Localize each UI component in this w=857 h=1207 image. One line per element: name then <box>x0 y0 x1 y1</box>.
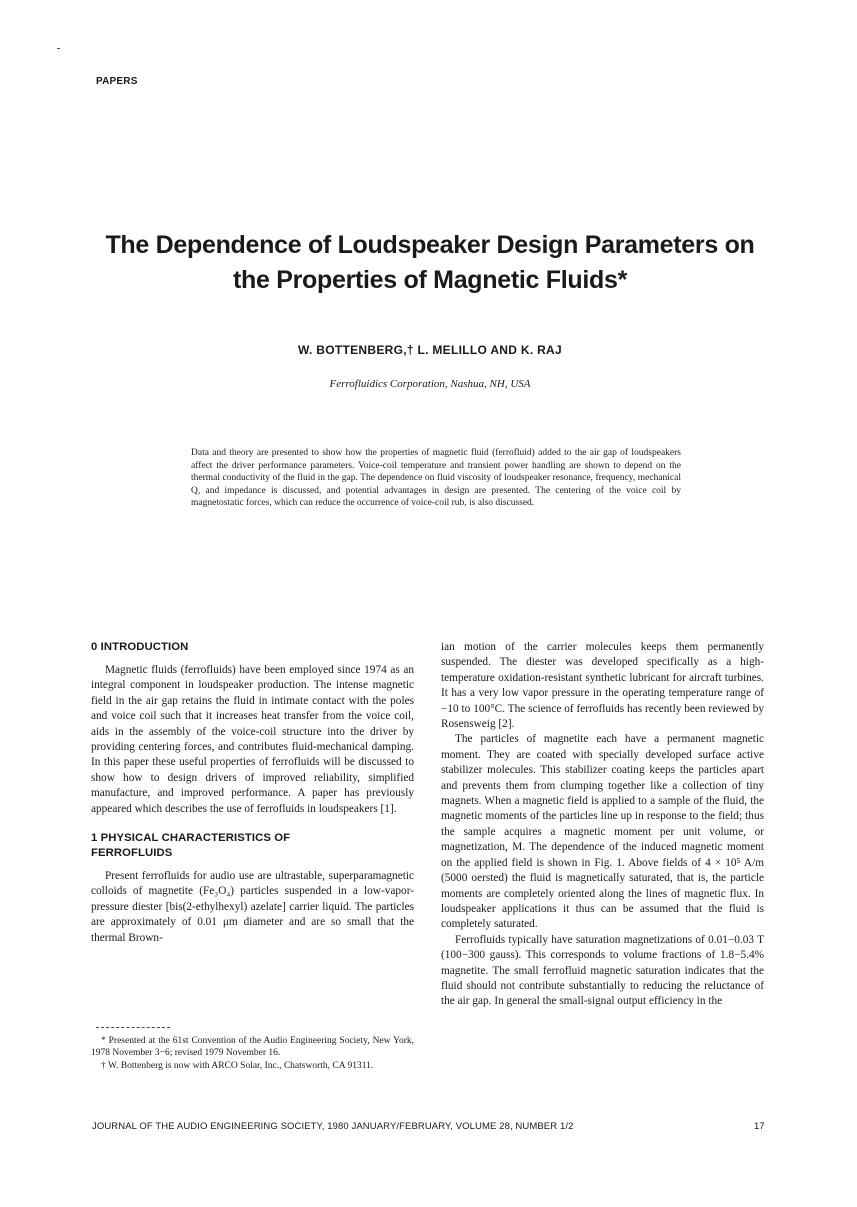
right-paragraph-2: The particles of magnetite each have a permanent magnetic moment. They are coated with specially developed surface active stabilizer molecules. This stabilizer coating keeps the particles apart and prevents them from clumping together like a collection of tiny magnets. When a magnetic field is applied to a sample of the fluid, the magnetic moments of the particles line up in response to the field; thus the sample acquires a magnetic moment per unit volume, or magnetization, M. The dependence of the induced magnetic moment on the applied field is shown in Fig. 1. Above fields of 4 × 10⁵ A/m (5000 oersted) the fluid is magnetically saturated, that is, the particle moments are completely oriented along the lines of magnetic flux. In loudspeaker applications it thus can be assumed that the fluid is completely saturated. <box>441 733 764 931</box>
left-column <box>91 640 414 946</box>
paper-title-line-2: the Properties of Magnetic Fluids* <box>232 266 628 294</box>
authors: W. BOTTENBERG,† L. MELILLO AND K. RAJ <box>298 343 562 357</box>
heading-introduction: 0 INTRODUCTION <box>91 641 189 653</box>
section-label: PAPERS <box>96 76 138 87</box>
heading-physical-line-1: 1 PHYSICAL CHARACTERISTICS OF <box>91 832 291 845</box>
heading-physical-line-2: FERROFLUIDS <box>91 847 173 860</box>
footnote-author: † W. Bottenberg is now with ARCO Solar, Inc., Chatsworth, CA 91311. <box>101 1060 374 1071</box>
right-column <box>441 640 764 1010</box>
journal-footer: JOURNAL OF THE AUDIO ENGINEERING SOCIETY, 1980 JANUARY/FEBRUARY, VOLUME 28, NUMBER 1/2 <box>92 1121 574 1132</box>
right-paragraph-1: ian motion of the carrier molecules keeps them permanently suspended. The diester was developed specifically as a high-temperature oxidation-resistant synthetic lubricant for aircraft turbines. It has a very low vapor pressure in the operating temperature range of −10 to 100°C. The science of ferrofluids has recently been reviewed by Rosensweig [2]. <box>441 641 764 731</box>
affiliation: Ferrofluidics Corporation, Nashua, NH, USA <box>329 378 531 390</box>
paper-title-line-1: The Dependence of Loudspeaker Design Parameters on <box>105 231 755 259</box>
footnotes <box>91 1035 414 1072</box>
footnote-presented: * Presented at the 61st Convention of the Audio Engineering Society, New York, 1978 November 3−6; revised 1979 November 16. <box>91 1036 414 1059</box>
footnote-rule <box>96 1027 170 1028</box>
intro-paragraph: Magnetic fluids (ferrofluids) have been employed since 1974 as an integral component in loudspeaker production. The intense magnetic field in the air gap retains the fluid in intimate contact with the poles and voice coil such that it increases heat transfer from the voice coil, aids in the assembly of the voice-coil structure into the driver by providing centering forces, and contributes fluid-mechanical damping. In this paper these useful properties of ferrofluids will be discussed to show how to design drivers of improved reliability, simplified manufacture, and improved performance. A paper has previously appeared which describes the use of ferrofluids in loudspeakers [1]. <box>91 664 414 815</box>
scan-speck <box>57 48 60 49</box>
paper-title <box>60 228 800 298</box>
physical-paragraph: Present ferrofluids for audio use are ultrastable, superparamagnetic colloids of magnetite (Fe₃O₄) particles suspended in a low-vapor-pressure diester [bis(2-ethylhexyl) azelate] carrier liquid. The particles are approximately of 0.01 μm diameter and are so small that the thermal Brown- <box>91 870 414 944</box>
page-number: 17 <box>754 1121 765 1132</box>
right-paragraph-3: Ferrofluids typically have saturation magnetizations of 0.01−0.03 T (100−300 gauss). This corresponds to volume fractions of 1.8−5.4% magnetite. The small ferrofluid magnetic saturation indicates that the fluid should not contribute substantially to reducing the reluctance of the air gap. In general the small-signal output efficiency in the <box>441 933 764 1008</box>
abstract: Data and theory are presented to show how the properties of magnetic fluid (ferrofluid) added to the air gap of loudspeakers affect the driver performance parameters. Voice-coil temperature and transient power handling are shown to depend on the thermal conductivity of the fluid in the gap. The dependence on fluid viscosity of loudspeaker resonance, frequency, mechanical Q, and impedance is discussed, and potential advantages in design are presented. The centering of the voice coil by magnetostatic forces, which can reduce the occurrence of voice-coil rub, is also discussed. <box>191 448 681 509</box>
heading-physical-characteristics <box>91 831 414 861</box>
